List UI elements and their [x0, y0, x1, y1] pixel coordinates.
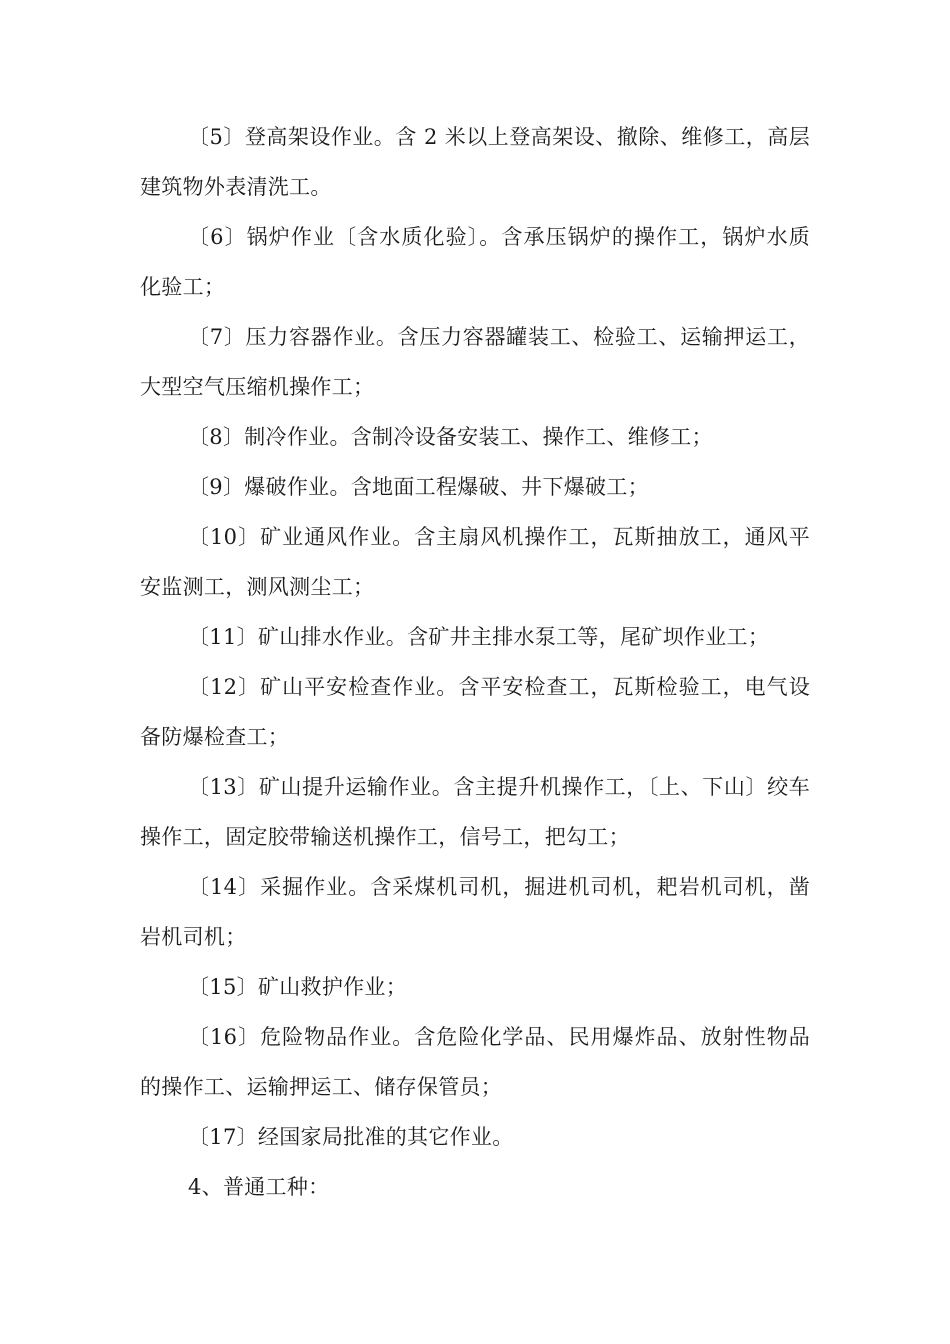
paragraph-5-line-1: 〔5〕登高架设作业。含 2 米以上登高架设、撤除、维修工，高层: [188, 125, 810, 149]
paragraph-6-line-2: 化验工；: [140, 275, 226, 299]
paragraph-7-line-2: 大型空气压缩机操作工；: [140, 375, 375, 399]
paragraph-7-line-1: 〔7〕压力容器作业。含压力容器罐装工、检验工、运输押运工，: [188, 325, 810, 349]
paragraph-13-line-2: 操作工，固定胶带输送机操作工，信号工，把勾工；: [140, 825, 630, 849]
paragraph-16-line-2: 的操作工、运输押运工、储存保管员；: [140, 1075, 503, 1099]
paragraph-16-line-1: 〔16〕危险物品作业。含危险化学品、民用爆炸品、放射性物品: [188, 1025, 810, 1049]
paragraph-13-line-1: 〔13〕矿山提升运输作业。含主提升机操作工，〔上、下山〕绞车: [188, 775, 810, 799]
paragraph-10-line-1: 〔10〕矿业通风作业。含主扇风机操作工，瓦斯抽放工，通风平: [188, 525, 810, 549]
paragraph-14-line-2: 岩机司机；: [140, 925, 247, 949]
paragraph-11: 〔11〕矿山排水作业。含矿井主排水泵工等，尾矿坝作业工；: [188, 625, 770, 649]
paragraph-5-line-2: 建筑物外表清洗工。: [140, 175, 332, 199]
paragraph-8: 〔8〕制冷作业。含制冷设备安装工、操作工、维修工；: [188, 425, 713, 449]
paragraph-10-line-2: 安监测工，测风测尘工；: [140, 575, 375, 599]
paragraph-9: 〔9〕爆破作业。含地面工程爆破、井下爆破工；: [188, 475, 649, 499]
paragraph-14-line-1: 〔14〕采掘作业。含采煤机司机，掘进机司机，耙岩机司机，凿: [188, 875, 810, 899]
section-heading-4: 4、普通工种：: [188, 1175, 330, 1199]
paragraph-12-line-2: 备防爆检查工；: [140, 725, 290, 749]
paragraph-17: 〔17〕经国家局批准的其它作业。: [188, 1125, 514, 1149]
paragraph-12-line-1: 〔12〕矿山平安检查作业。含平安检查工，瓦斯检验工，电气设: [188, 675, 810, 699]
paragraph-15: 〔15〕矿山救护作业；: [188, 975, 408, 999]
paragraph-6-line-1: 〔6〕锅炉作业〔含水质化验〕。含承压锅炉的操作工，锅炉水质: [188, 225, 810, 249]
